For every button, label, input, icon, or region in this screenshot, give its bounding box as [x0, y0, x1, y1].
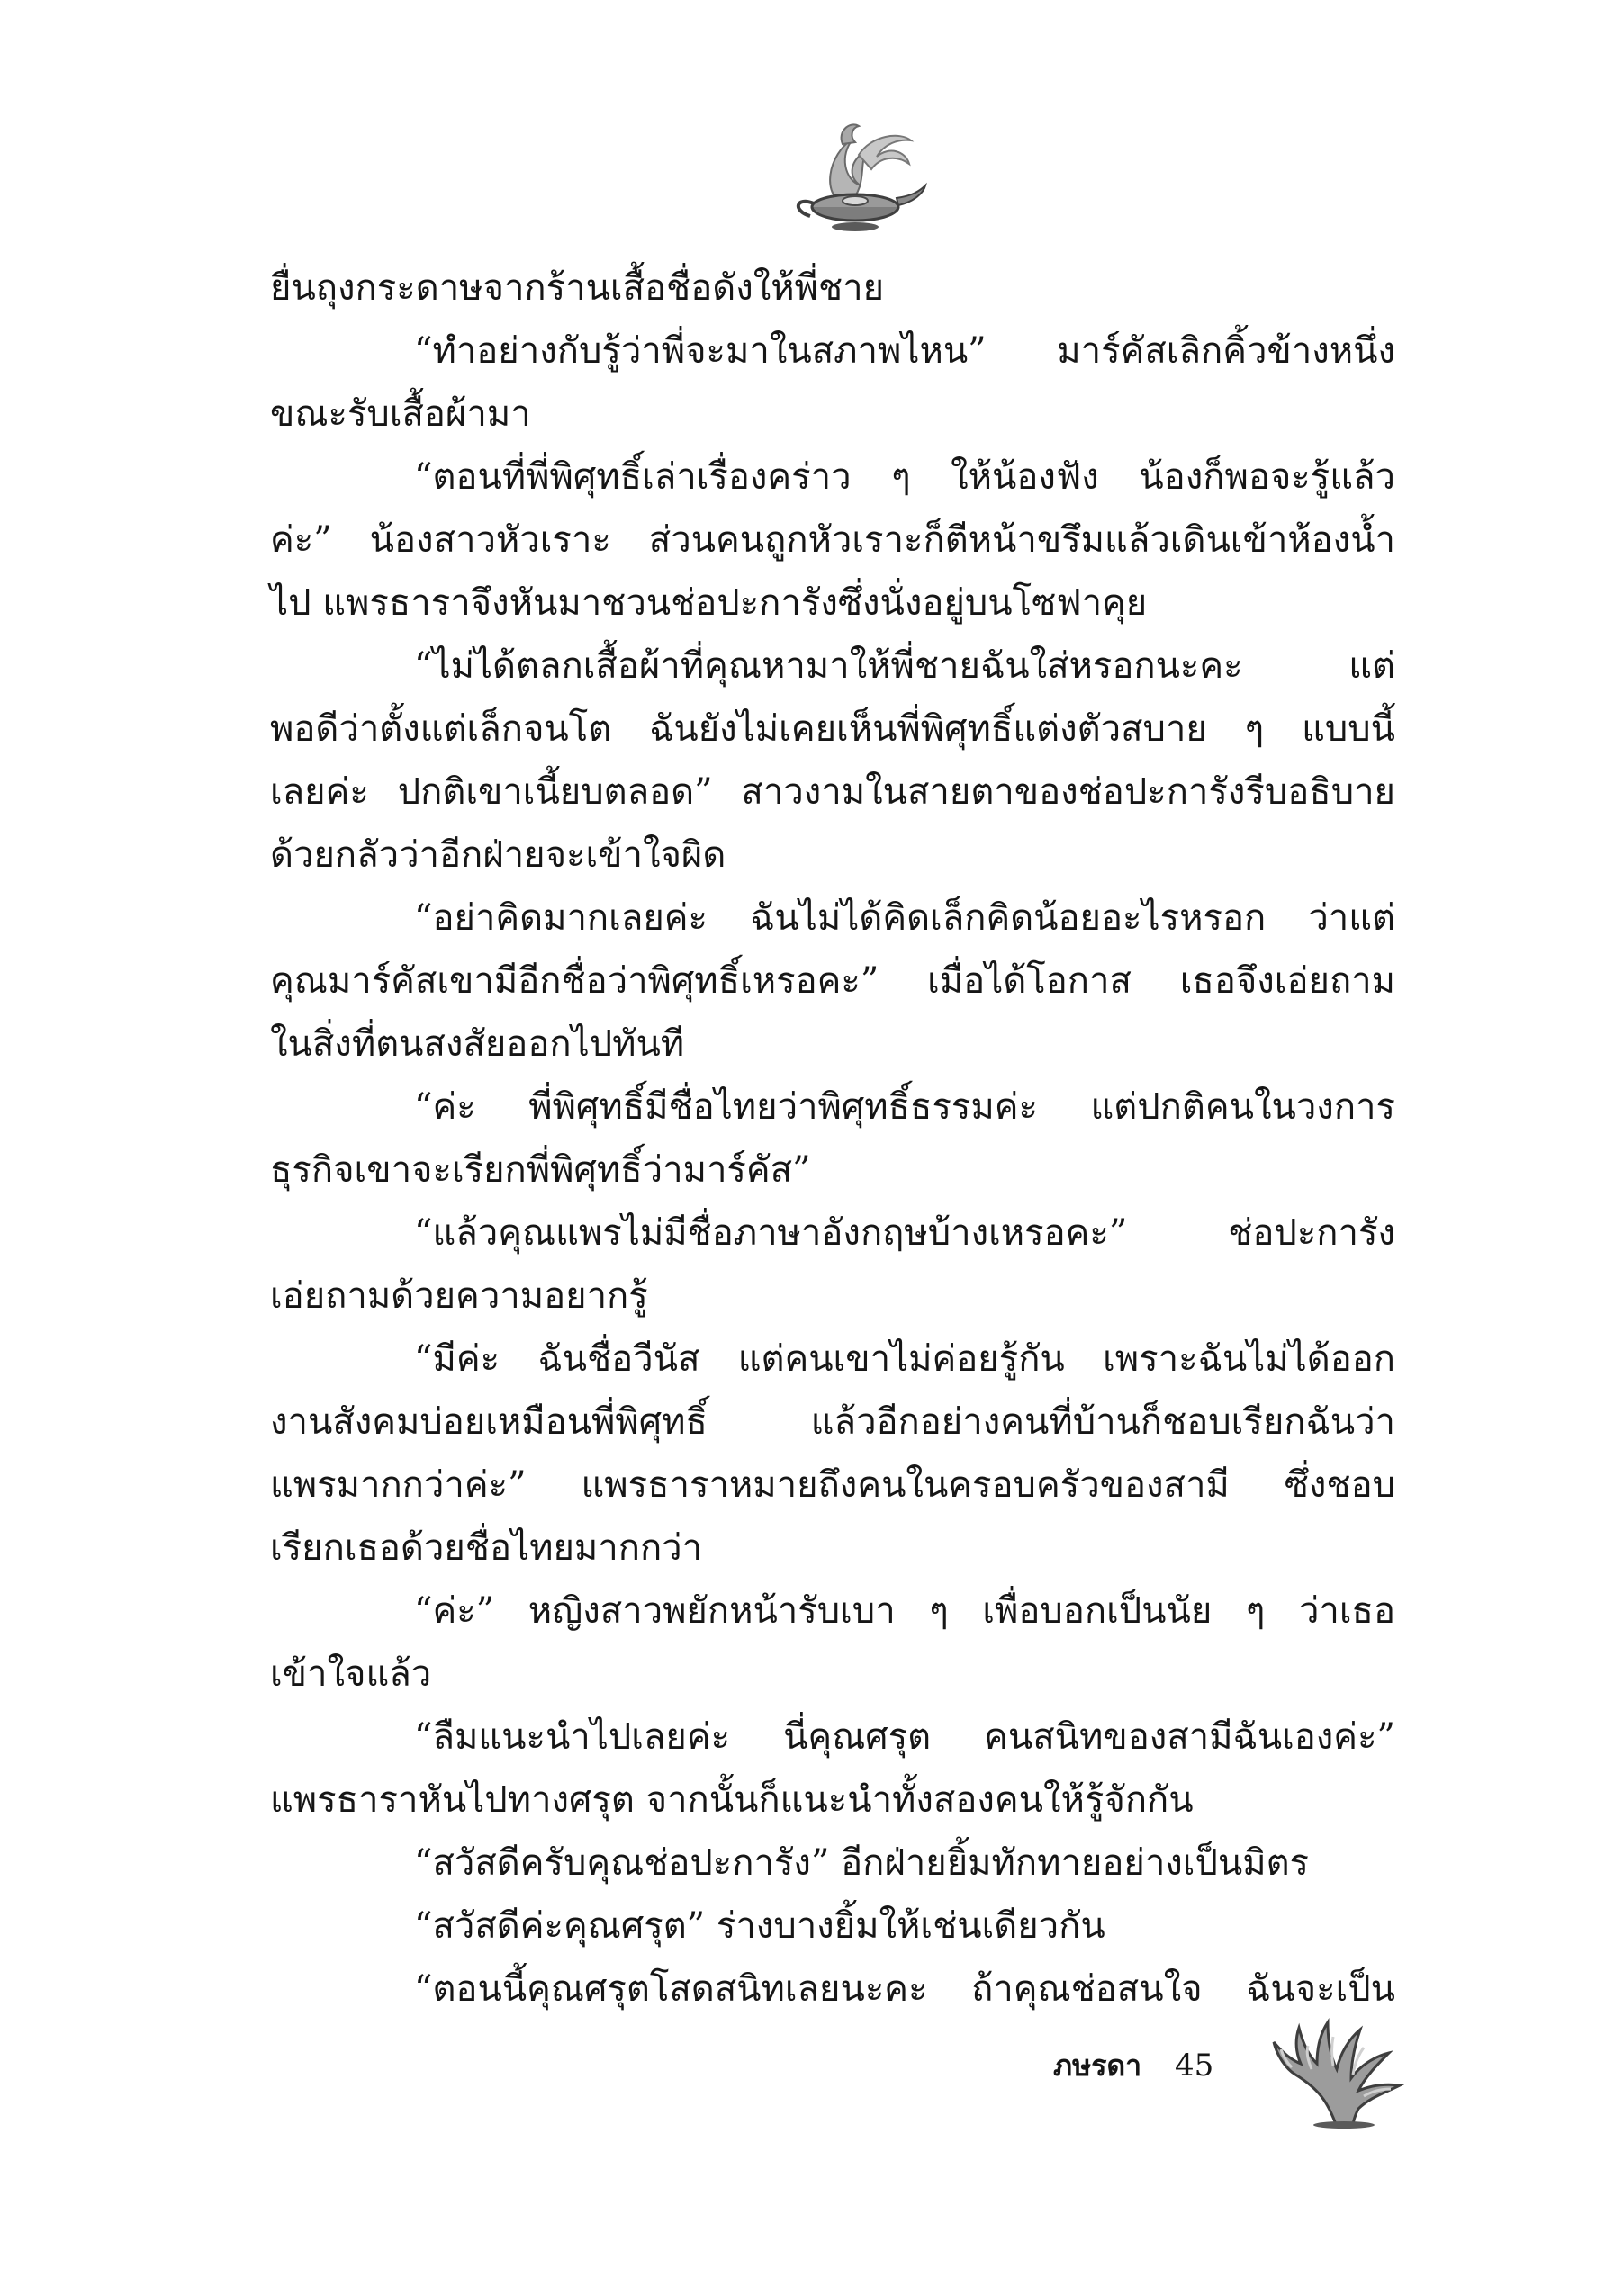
- text-line: แพรมากกว่าค่ะ” แพรธาราหมายถึงคนในครอบครัวของสามี ซึ่งชอบ: [270, 1464, 1395, 1506]
- text-line: “อย่าคิดมากเลยค่ะ ฉันไม่ได้คิดเล็กคิดน้อยอะไรหรอก ว่าแต่: [414, 897, 1395, 939]
- paragraph: [270, 1202, 1395, 1328]
- text-line: ในสิ่งที่ตนสงสัยออกไปทันที: [270, 1023, 685, 1065]
- paragraph: [270, 1832, 1395, 1895]
- text-line: ธุรกิจเขาจะเรียกพี่พิศุทธิ์ว่ามาร์คัส”: [270, 1149, 811, 1191]
- text-line: งานสังคมบ่อยเหมือนพี่พิศุทธิ์ แล้วอีกอย่างคนที่บ้านก็ชอบเรียกฉันว่า: [270, 1401, 1395, 1443]
- text-line: ด้วยกลัวว่าอีกฝ่ายจะเข้าใจผิด: [270, 834, 726, 876]
- paragraph: [270, 635, 1395, 887]
- footer-book-title: ภษรดา: [1053, 2048, 1142, 2083]
- text-line: “ลืมแนะนำไปเลยค่ะ นี่คุณศรุต คนสนิทของสามีฉันเองค่ะ”: [414, 1716, 1395, 1758]
- text-line: “ค่ะ” หญิงสาวพยักหน้ารับเบา ๆ เพื่อบอกเป็นนัย ๆ ว่าเธอ: [414, 1590, 1395, 1632]
- text-line: “สวัสดีค่ะคุณศรุต” ร่างบางยิ้มให้เช่นเดียวกัน: [414, 1905, 1105, 1947]
- text-line: “ไม่ได้ตลกเสื้อผ้าที่คุณหามาให้พี่ชายฉันใส่หรอกนะคะ แต่: [414, 645, 1395, 687]
- paragraph: [270, 1706, 1395, 1832]
- paragraph: [270, 446, 1395, 635]
- text-line: “ตอนที่พี่พิศุทธิ์เล่าเรื่องคร่าว ๆ ให้น้องฟัง น้องก็พอจะรู้แล้ว: [414, 456, 1395, 498]
- text-line: พอดีว่าตั้งแต่เล็กจนโต ฉันยังไม่เคยเห็นพี่พิศุทธิ์แต่งตัวสบาย ๆ แบบนี้: [270, 708, 1395, 750]
- paragraph: [270, 1958, 1395, 2021]
- page-footer: [1053, 2030, 1213, 2102]
- paragraph: [270, 1580, 1395, 1706]
- text-line: ไป แพรธาราจึงหันมาชวนช่อปะการังซึ่งนั่งอยู่บนโซฟาคุย: [270, 582, 1148, 624]
- paragraph: [270, 1328, 1395, 1580]
- paragraph: [270, 887, 1395, 1076]
- paragraph: [270, 320, 1395, 446]
- text-line: “สวัสดีครับคุณช่อปะการัง” อีกฝ่ายยิ้มทักทายอย่างเป็นมิตร: [414, 1842, 1310, 1884]
- paragraph: [270, 1076, 1395, 1202]
- paragraph: [270, 1895, 1395, 1958]
- text-line: เข้าใจแล้ว: [270, 1653, 432, 1695]
- text-line: “ค่ะ พี่พิศุทธิ์มีชื่อไทยว่าพิศุทธิ์ธรรมค่ะ แต่ปกติคนในวงการ: [414, 1086, 1395, 1128]
- text-line: เอ่ยถามด้วยความอยากรู้: [270, 1275, 648, 1317]
- text-line: แพรธาราหันไปทางศรุต จากนั้นก็แนะนำทั้งสองคนให้รู้จักกัน: [270, 1779, 1194, 1821]
- coral-icon: [1265, 2012, 1413, 2129]
- text-line: ค่ะ” น้องสาวหัวเราะ ส่วนคนถูกหัวเราะก็ตีหน้าขรึมแล้วเดินเข้าห้องน้ำ: [270, 519, 1395, 561]
- text-line: ยื่นถุงกระดาษจากร้านเสื้อชื่อดังให้พี่ชาย: [270, 267, 885, 309]
- text-line: เรียกเธอด้วยชื่อไทยมากกว่า: [270, 1527, 703, 1569]
- paragraph: [270, 257, 1395, 320]
- text-line: ขณะรับเสื้อผ้ามา: [270, 393, 531, 435]
- text-line: “ทำอย่างกับรู้ว่าพี่จะมาในสภาพไหน” มาร์คัสเลิกคิ้วข้างหนึ่ง: [414, 330, 1395, 372]
- text-line: “แล้วคุณแพรไม่มีชื่อภาษาอังกฤษบ้างเหรอคะ” ช่อปะการัง: [414, 1212, 1395, 1254]
- text-line: เลยค่ะ ปกติเขาเนี้ยบตลอด” สาวงามในสายตาของช่อปะการังรีบอธิบาย: [270, 771, 1395, 813]
- body-text: [270, 257, 1395, 2021]
- magic-lamp-icon: [765, 99, 927, 234]
- text-line: “มีค่ะ ฉันชื่อวีนัส แต่คนเขาไม่ค่อยรู้กัน เพราะฉันไม่ได้ออก: [414, 1338, 1395, 1380]
- page-number: 45: [1174, 2048, 1214, 2084]
- text-line: คุณมาร์คัสเขามีอีกชื่อว่าพิศุทธิ์เหรอคะ” เมื่อได้โอกาส เธอจึงเอ่ยถาม: [270, 960, 1395, 1002]
- text-line: “ตอนนี้คุณศรุตโสดสนิทเลยนะคะ ถ้าคุณช่อสนใจ ฉันจะเป็น: [414, 1968, 1395, 2010]
